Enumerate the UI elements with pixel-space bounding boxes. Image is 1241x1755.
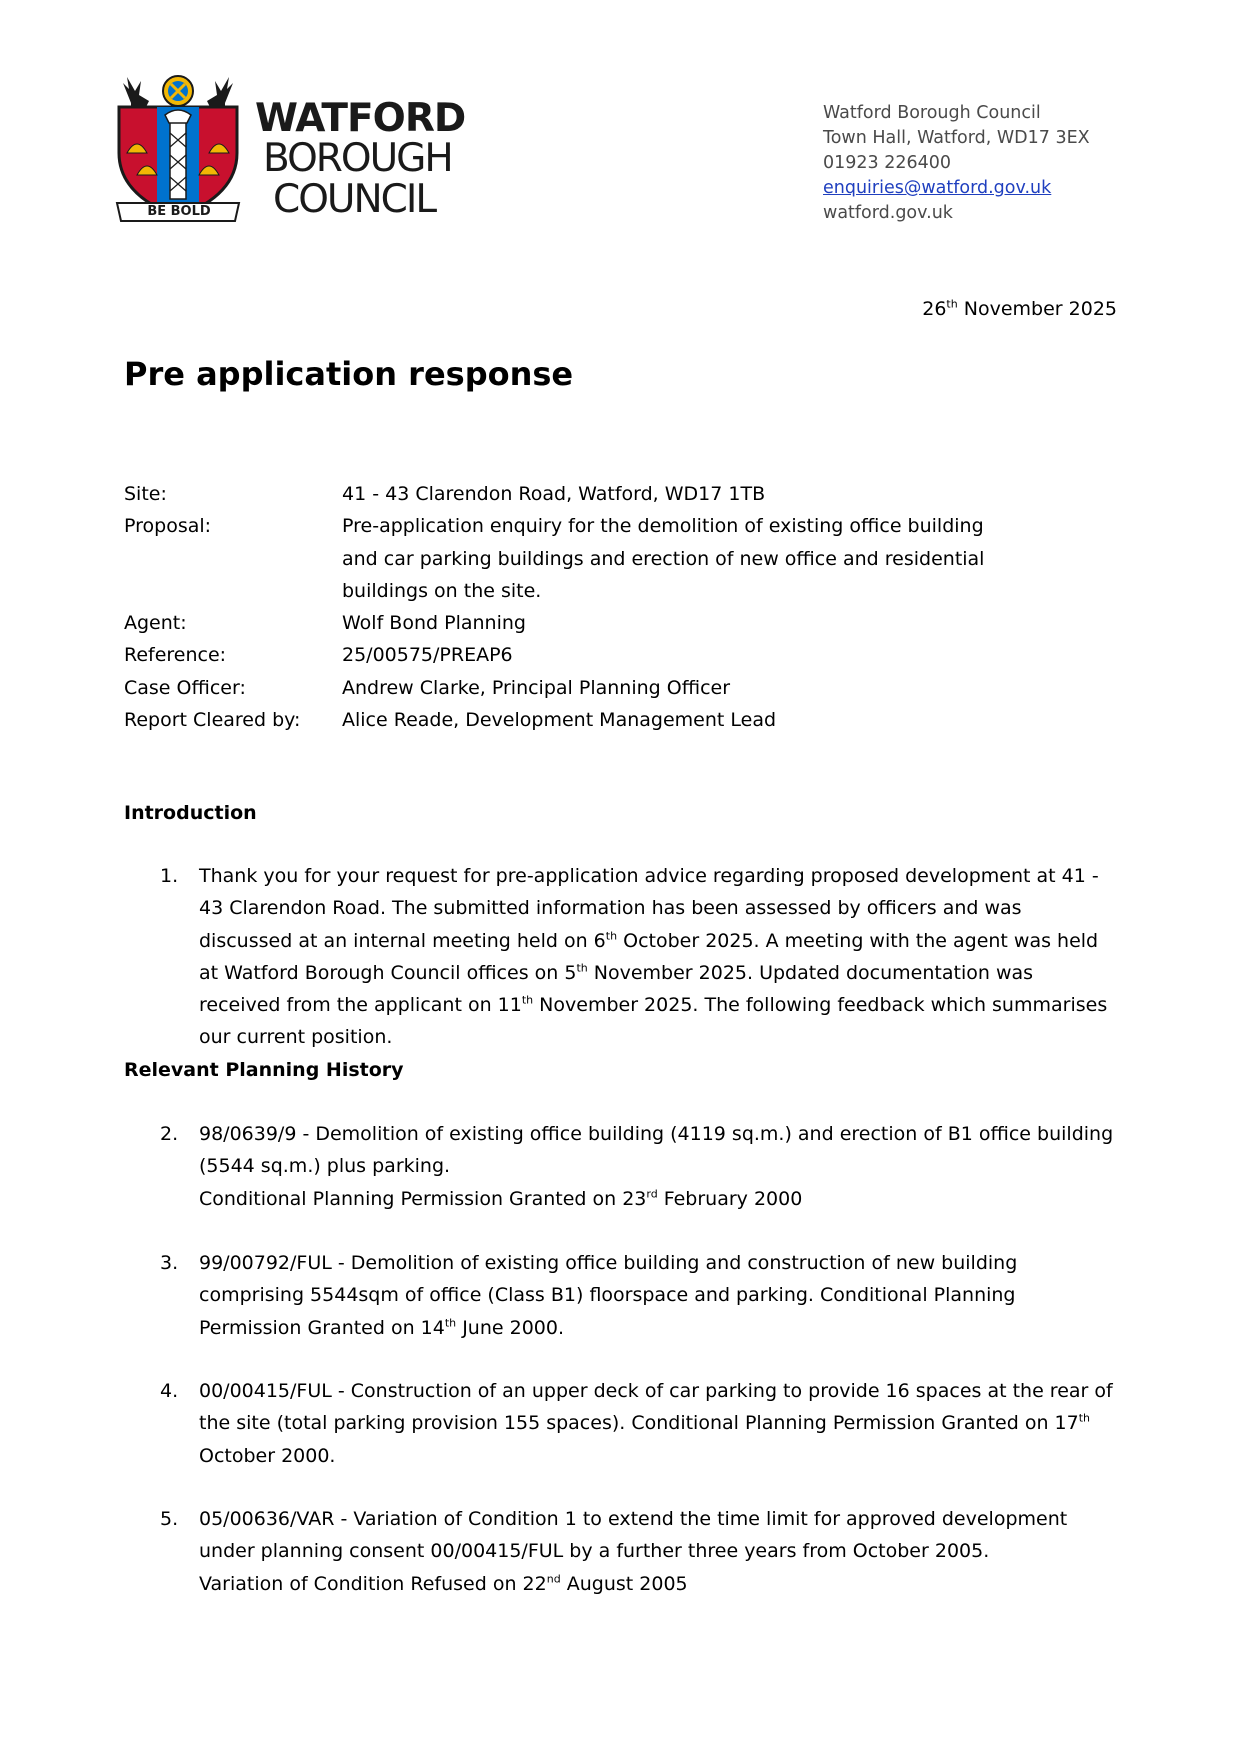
address-street: Town Hall, Watford, WD17 3EX [823, 128, 1090, 148]
address-organisation: Watford Borough Council [823, 103, 1041, 123]
detail-label: Case Officer: [124, 676, 246, 699]
detail-row-site [124, 478, 1024, 510]
detail-value: Wolf Bond Planning [342, 612, 526, 635]
detail-value: Alice Reade, Development Management Lead [342, 709, 777, 732]
detail-row-reference [124, 639, 1024, 671]
detail-row-case-officer [124, 672, 1024, 704]
application-details [124, 478, 1024, 736]
item-number: 5. [160, 1508, 179, 1530]
list-item [160, 1503, 1120, 1600]
item-number: 3. [160, 1252, 179, 1274]
logo-line-council: COUNCIL [273, 177, 436, 222]
detail-row-agent [124, 607, 1024, 639]
logo-line-borough: BOROUGH [263, 136, 452, 181]
council-address [823, 101, 1090, 226]
list-item [160, 1375, 1120, 1472]
list-item [160, 1247, 1120, 1344]
detail-value: Pre-application enquiry for the demolition of existing office building and car parking buildings and erection of new office and residential buildings on the site. [342, 515, 985, 602]
detail-label: Agent: [124, 612, 187, 635]
list-item [160, 1118, 1120, 1215]
address-email-link[interactable]: enquiries@watford.gov.uk [823, 178, 1052, 198]
address-website: watford.gov.uk [823, 203, 953, 223]
detail-label: Site: [124, 483, 167, 505]
detail-value: 25/00575/PREAP6 [342, 644, 513, 667]
logo-wordmark [255, 96, 466, 222]
logo-motto: BE BOLD [147, 204, 211, 219]
item-number: 2. [160, 1123, 179, 1145]
detail-label: Report Cleared by: [124, 709, 301, 732]
detail-label: Reference: [124, 644, 227, 667]
section-heading-introduction: Introduction [124, 802, 257, 824]
item-text: Thank you for your request for pre-application advice regarding proposed development at 41 - 43 Clarendon Road. The submitted information has been assessed by officers and was discussed at an internal meeting held on 6th October 2025. A meeting with the agent was held at Watford Borough Council offices on 5th November 2025. Updated documentation was received from the applicant on 11th November 2025. The following feedback which summarises our current position. [199, 865, 1108, 1049]
letter-date: 26th November 2025 [922, 297, 1117, 320]
item-text: 98/0639/9 - Demolition of existing office building (4119 sq.m.) and erection of B1 office building (5544 sq.m.) plus parking. Conditional Planning Permission Granted on 23rd February 2000 [199, 1123, 1114, 1210]
section-heading-history: Relevant Planning History [124, 1059, 404, 1081]
detail-value: Andrew Clarke, Principal Planning Officer [342, 676, 731, 699]
detail-row-proposal [124, 510, 1024, 607]
item-number: 1. [160, 865, 179, 887]
item-text: 05/00636/VAR - Variation of Condition 1 to extend the time limit for approved development under planning consent 00/00415/FUL by a further three years from October 2005. Variation of Condition Refused on 22nd August 2005 [199, 1508, 1068, 1595]
page-title: Pre application response [124, 355, 574, 393]
address-phone: 01923 226400 [823, 153, 952, 173]
list-item [160, 860, 1120, 1054]
detail-value: 41 - 43 Clarendon Road, Watford, WD17 1TB [342, 483, 766, 505]
detail-row-cleared-by [124, 704, 1024, 736]
item-text: 99/00792/FUL - Demolition of existing office building and construction of new building comprising 5544sqm of office (Class B1) floorspace and parking. Conditional Planning Permission Granted on 14th June 2000. [199, 1252, 1018, 1339]
item-number: 4. [160, 1380, 179, 1402]
detail-label: Proposal: [124, 515, 212, 538]
logo-line-watford: WATFORD [255, 96, 466, 141]
council-logo [113, 75, 473, 225]
item-text: 00/00415/FUL - Construction of an upper deck of car parking to provide 16 spaces at the rear of the site (total parking provision 155 spaces). Conditional Planning Permission Granted on 17th October 2000. [199, 1380, 1113, 1467]
